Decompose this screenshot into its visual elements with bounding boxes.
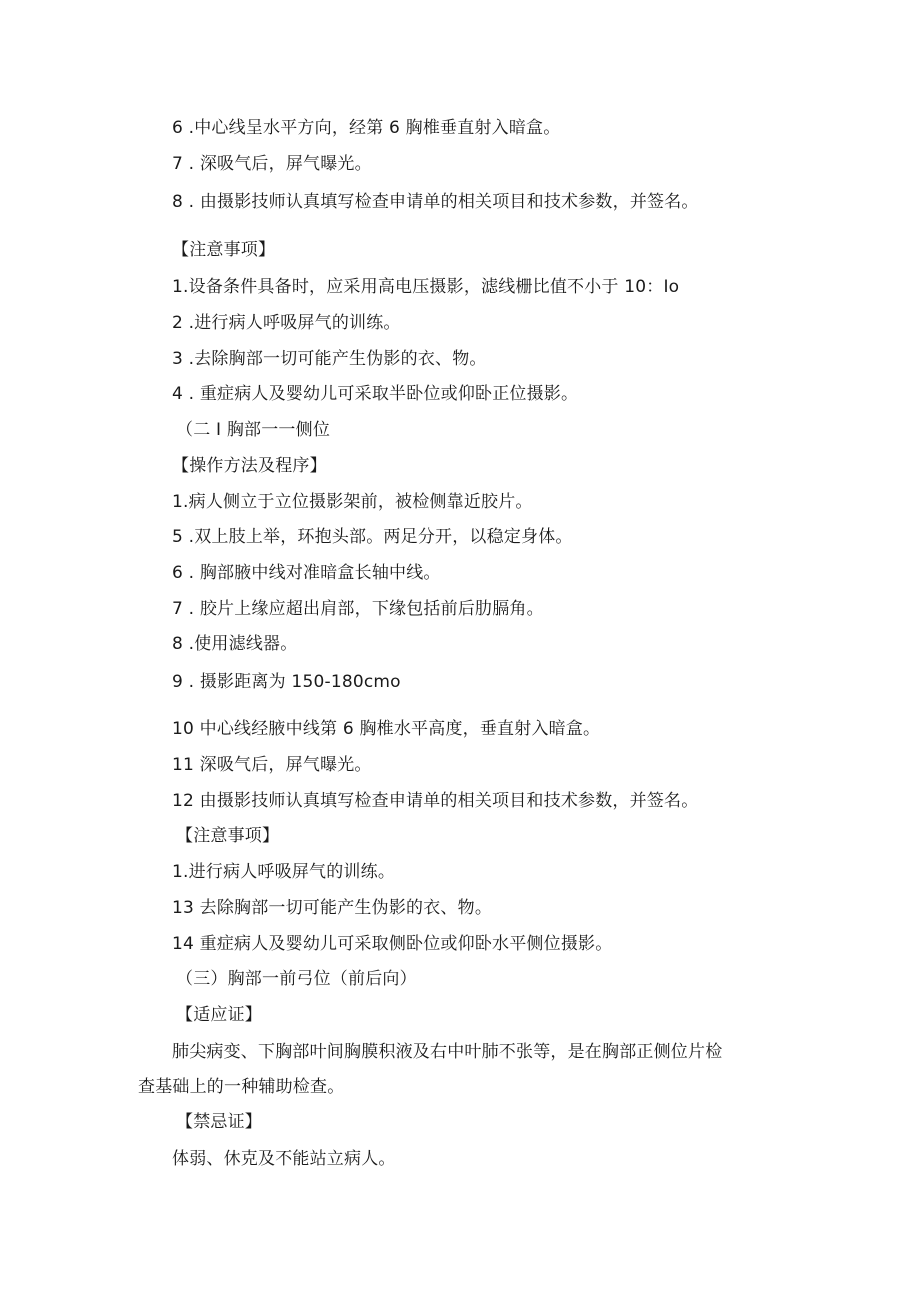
section-heading: 【注意事项】 — [172, 240, 276, 260]
paragraph-line: 7 . 胶片上缘应超出肩部，下缘包括前后肋膈角。 — [172, 599, 544, 619]
section-heading: 【适应证】 — [176, 1005, 262, 1025]
paragraph-line: 肺尖病变、下胸部叶间胸膜积液及右中叶肺不张等，是在胸部正侧位片检 — [172, 1042, 723, 1062]
paragraph-line: 14 重症病人及婴幼儿可采取侧卧位或仰卧水平侧位摄影。 — [172, 934, 613, 954]
paragraph-line: 1.病人侧立于立位摄影架前，被检侧靠近胶片。 — [172, 492, 533, 512]
paragraph-line: 8 . 由摄影技师认真填写检查申请单的相关项目和技术参数，并签名。 — [172, 192, 699, 212]
paragraph-line: 1.进行病人呼吸屏气的训练。 — [172, 862, 396, 882]
section-heading: 【注意事项】 — [176, 826, 280, 846]
paragraph-line: 11 深吸气后，屏气曝光。 — [172, 755, 372, 775]
subsection-heading: （三）胸部一前弓位（前后向） — [176, 969, 417, 989]
paragraph-line: 查基础上的一种辅助检查。 — [138, 1077, 345, 1097]
paragraph-line: 13 去除胸部一切可能产生伪影的衣、物。 — [172, 898, 493, 918]
section-heading: 【操作方法及程序】 — [172, 456, 327, 476]
paragraph-line: 4 . 重症病人及婴幼儿可采取半卧位或仰卧正位摄影。 — [172, 384, 579, 404]
paragraph-line: 6 .中心线呈水平方向，经第 6 胸椎垂直射入暗盒。 — [172, 118, 561, 138]
paragraph-line: 2 .进行病人呼吸屏气的训练。 — [172, 313, 401, 333]
paragraph-line: 7 . 深吸气后，屏气曝光。 — [172, 154, 372, 174]
paragraph-line: 1.设备条件具备时，应采用高电压摄影，滤线栅比值不小于 10：Io — [172, 277, 680, 297]
section-heading: 【禁忌证】 — [176, 1112, 262, 1132]
subsection-heading: （二 I 胸部一一侧位 — [176, 420, 331, 440]
paragraph-line: 9 . 摄影距离为 150-180cmo — [172, 672, 401, 692]
paragraph-line: 8 .使用滤线器。 — [172, 634, 298, 654]
paragraph-line: 3 .去除胸部一切可能产生伪影的衣、物。 — [172, 349, 487, 369]
paragraph-line: 5 .双上肢上举，环抱头部。两足分开，以稳定身体。 — [172, 527, 573, 547]
paragraph-line: 体弱、休克及不能站立病人。 — [172, 1149, 396, 1169]
paragraph-line: 6 . 胸部腋中线对准暗盒长轴中线。 — [172, 563, 441, 583]
paragraph-line: 12 由摄影技师认真填写检查申请单的相关项目和技术参数，并签名。 — [172, 791, 699, 811]
paragraph-line: 10 中心线经腋中线第 6 胸椎水平高度，垂直射入暗盒。 — [172, 719, 601, 739]
